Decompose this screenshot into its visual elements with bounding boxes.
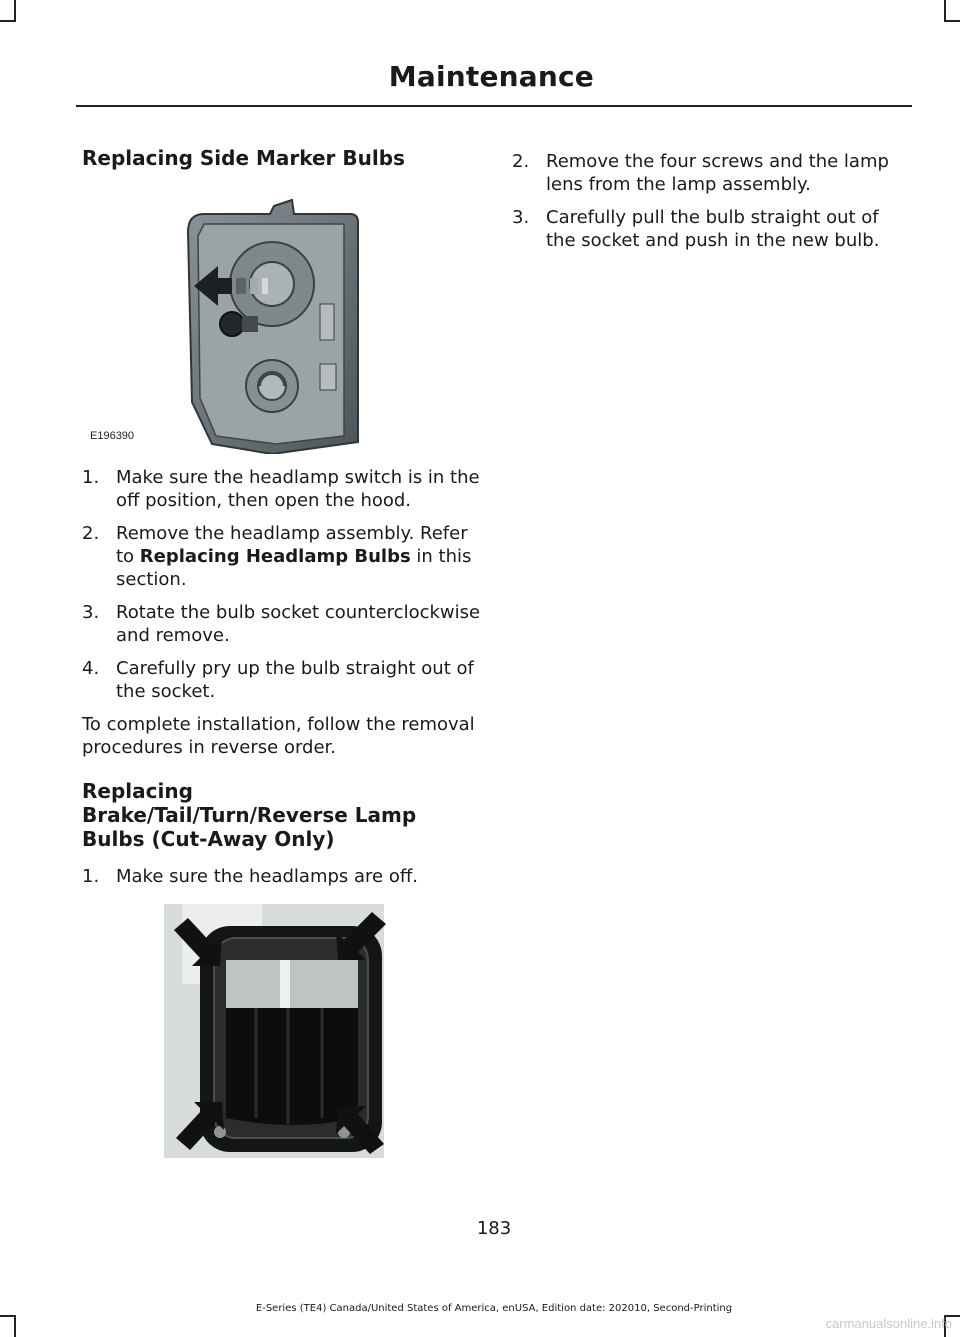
list-item: 4. Carefully pry up the bulb straight out of the socket. xyxy=(82,658,474,702)
rear-lamp-steps-continued xyxy=(512,150,912,252)
side-marker-lamp-illustration xyxy=(82,192,472,454)
heading-rear-lamps: Replacing Brake/Tail/Turn/Reverse Lamp Bulbs (Cut-Away Only) xyxy=(82,779,417,851)
crop-mark xyxy=(14,1315,16,1337)
right-column xyxy=(512,146,912,262)
header-divider xyxy=(76,105,912,107)
rear-lamp-illustration xyxy=(82,904,472,1158)
crop-mark xyxy=(944,0,946,22)
list-item: 1. Make sure the headlamp switch is in the off position, then open the hood. xyxy=(82,467,480,511)
rear-lamp-steps xyxy=(82,865,482,888)
left-column xyxy=(82,146,482,1158)
figure-rear-lamp xyxy=(82,904,472,1158)
screw-icon xyxy=(214,1126,226,1138)
figure-side-marker xyxy=(82,192,472,454)
cross-reference: Replacing Headlamp Bulbs xyxy=(139,546,411,567)
completion-note: To complete installation, follow the removal procedures in reverse order. xyxy=(82,714,475,758)
crop-mark xyxy=(944,20,960,22)
page-number: 183 xyxy=(476,1218,512,1239)
crop-mark xyxy=(0,20,16,22)
list-item: 2. Remove the four screws and the lamp lens from the lamp assembly. xyxy=(512,151,889,195)
crop-mark xyxy=(0,1315,16,1317)
edition-line: E-Series (TE4) Canada/United States of America, enUSA, Edition date: 202010, Second-Printing xyxy=(255,1303,733,1314)
list-item: 3. Rotate the bulb socket counterclockwise and remove. xyxy=(82,602,481,646)
list-item: 3. Carefully pull the bulb straight out of the socket and push in the new bulb. xyxy=(512,207,880,251)
figure-code: E196390 xyxy=(90,430,135,442)
side-marker-steps xyxy=(82,466,482,703)
crop-mark xyxy=(14,0,16,22)
list-item: 2. Remove the headlamp assembly. Refer to Replacing Headlamp Bulbs in this section. xyxy=(82,523,472,590)
list-item: 1. Make sure the headlamps are off. xyxy=(82,866,418,887)
heading-side-marker: Replacing Side Marker Bulbs xyxy=(82,146,405,170)
watermark: carmanualsonline.info xyxy=(825,1316,952,1331)
section-title: Maintenance xyxy=(388,60,594,93)
